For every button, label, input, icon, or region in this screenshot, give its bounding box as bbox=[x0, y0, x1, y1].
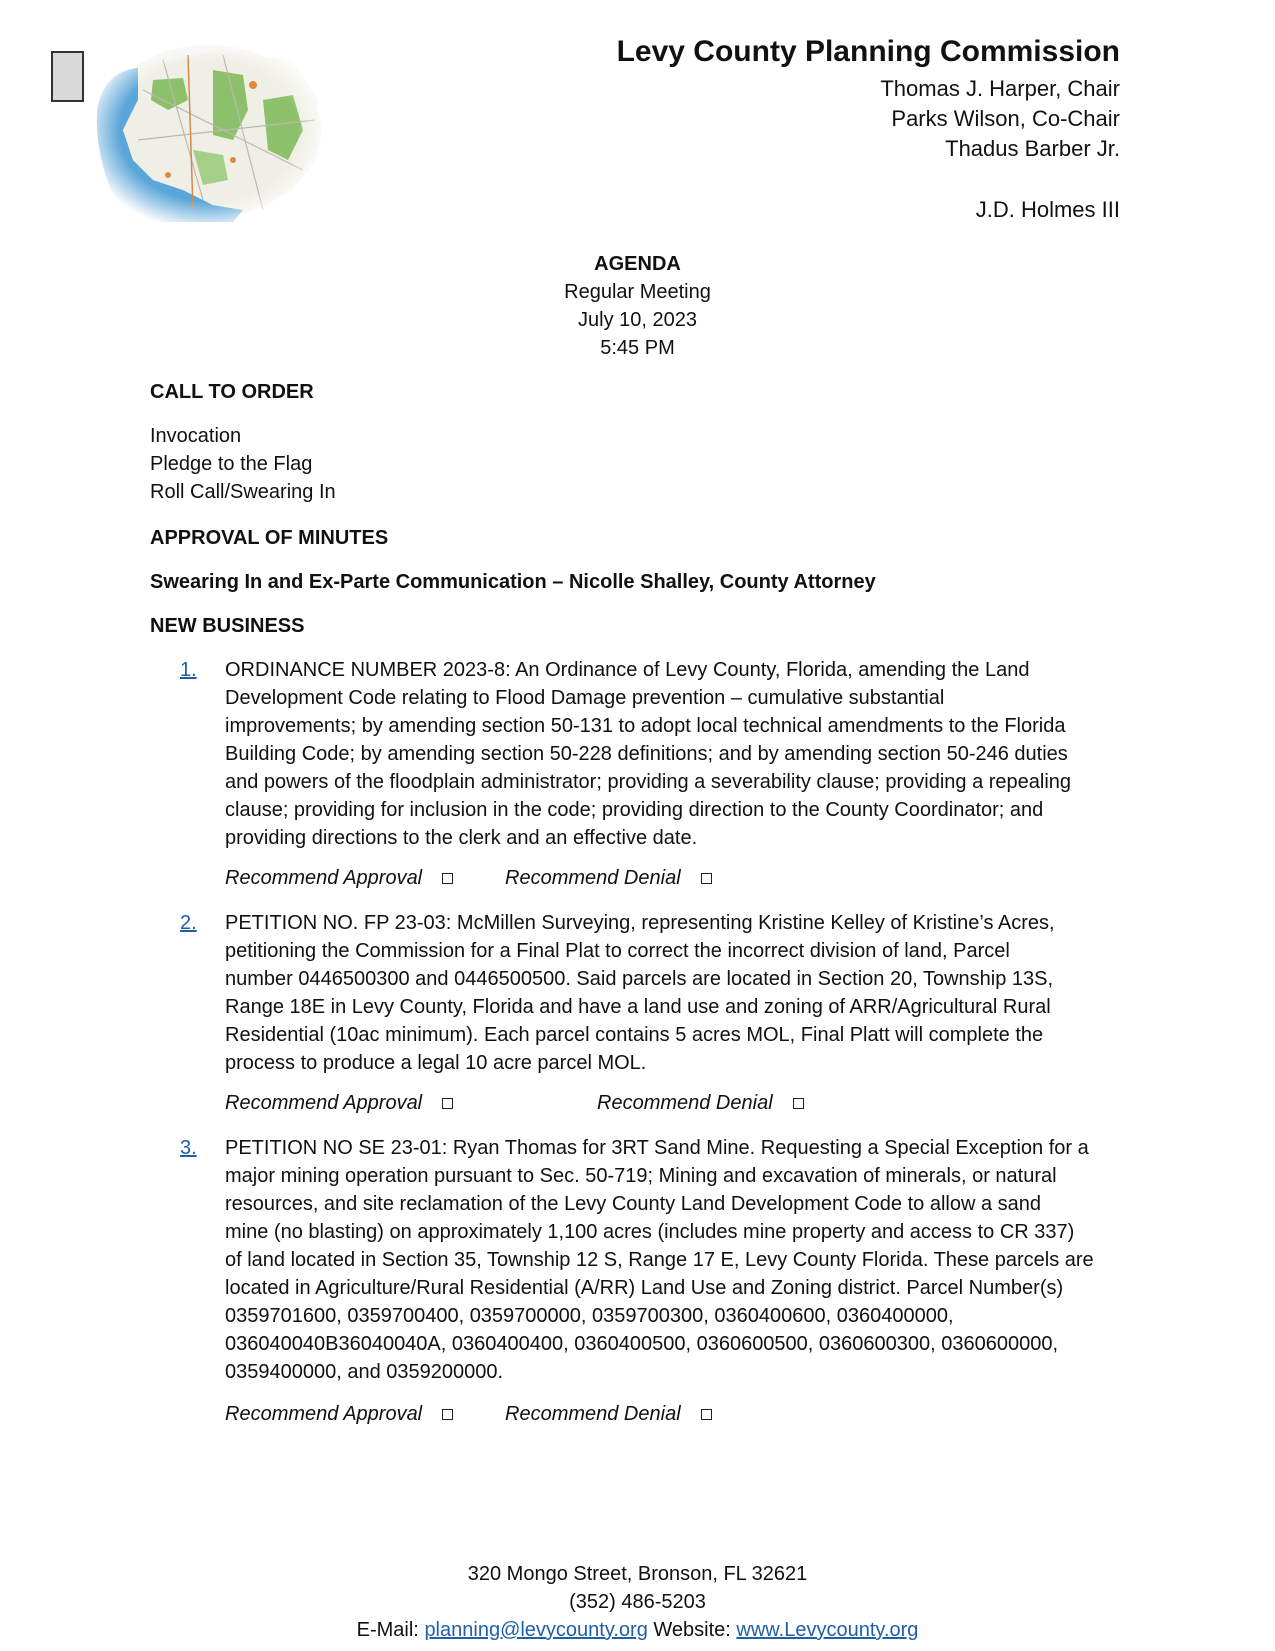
org-title: Levy County Planning Commission bbox=[616, 35, 1120, 68]
recommend-denial-label: Recommend Denial bbox=[505, 867, 681, 889]
item-text-line: Residential (10ac minimum). Each parcel contains 5 acres MOL, Final Platt will complete the bbox=[225, 1024, 1044, 1046]
recommendation-row-3 bbox=[225, 1400, 681, 1428]
meeting-time: 5:45 PM bbox=[600, 337, 675, 359]
item-number-link[interactable]: 2. bbox=[180, 912, 197, 934]
commission-header bbox=[617, 30, 1120, 225]
recommend-approval-label: Recommend Approval bbox=[225, 1092, 423, 1114]
recommendation-row-2 bbox=[225, 1089, 773, 1117]
member-chair: Thomas J. Harper, Chair bbox=[880, 76, 1120, 101]
member-co-chair: Parks Wilson, Co-Chair bbox=[891, 106, 1120, 131]
item-text-line: PETITION NO. FP 23-03: McMillen Surveying, representing Kristine Kelley of Kristine’s Acres, bbox=[225, 912, 1055, 934]
item-text-line: PETITION NO SE 23-01: Ryan Thomas for 3RT Sand Mine. Requesting a Special Exception for a bbox=[225, 1137, 1089, 1159]
call-to-order-section bbox=[150, 378, 1140, 406]
website-label: Website: bbox=[653, 1619, 731, 1641]
recommend-approval-checkbox[interactable] bbox=[442, 1098, 453, 1109]
item-text-line: providing directions to the clerk and an effective date. bbox=[225, 827, 698, 849]
item-text-line: clause; providing for inclusion in the code; providing direction to the County Coordinator; and bbox=[225, 799, 1044, 821]
item-text-line: petitioning the Commission for a Final Plat to correct the incorrect division of land, Parcel bbox=[225, 940, 1010, 962]
website-link[interactable]: www.Levycounty.org bbox=[736, 1619, 919, 1641]
opening-item: Pledge to the Flag bbox=[150, 453, 313, 475]
item-text-line: 036040040B36040040A, 0360400400, 0360400500, 0360600500, 0360600300, 0360600000, bbox=[225, 1333, 1059, 1355]
item-text-line: resources, and site reclamation of the Levy County Land Development Code to allow a sand bbox=[225, 1193, 1042, 1215]
item-number-link[interactable]: 1. bbox=[180, 659, 197, 681]
county-map-logo bbox=[93, 40, 325, 222]
recommend-approval-label: Recommend Approval bbox=[225, 867, 423, 889]
recommend-approval-checkbox[interactable] bbox=[442, 873, 453, 884]
meeting-date: July 10, 2023 bbox=[578, 309, 697, 331]
item-description bbox=[225, 909, 1225, 1077]
swearing-in-heading: Swearing In and Ex-Parte Communication – Nicolle Shalley, County Attorney bbox=[150, 571, 876, 593]
recommend-denial-label: Recommend Denial bbox=[597, 1092, 773, 1114]
item-text-line: Range 18E in Levy County, Florida and have a land use and zoning of ARR/Agricultural Rural bbox=[225, 996, 1051, 1018]
item-text-line: improvements; by amending section 50-131 to adopt local technical amendments to the Florida bbox=[225, 715, 1066, 737]
item-text-line: and powers of the floodplain administrator; providing a severability clause; providing a repealing bbox=[225, 771, 1072, 793]
opening-items bbox=[150, 422, 1140, 506]
item-text-line: mine (no blasting) on approximately 1,100 acres (includes mine property and access to CR 337) bbox=[225, 1221, 1075, 1243]
item-text-line: Development Code relating to Flood Damage prevention – cumulative substantial bbox=[225, 687, 945, 709]
new-business-heading: NEW BUSINESS bbox=[150, 615, 305, 637]
agenda-heading bbox=[0, 250, 1275, 362]
recommend-approval-checkbox[interactable] bbox=[442, 1409, 453, 1420]
email-link[interactable]: planning@levycounty.org bbox=[424, 1619, 648, 1641]
item-text-line: located in Agriculture/Rural Residential (A/RR) Land Use and Zoning district. Parcel Number(s) bbox=[225, 1277, 1064, 1299]
recommend-denial-label: Recommend Denial bbox=[505, 1403, 681, 1425]
agenda-title: AGENDA bbox=[594, 253, 681, 275]
recommend-approval-label: Recommend Approval bbox=[225, 1403, 423, 1425]
approval-of-minutes-heading: APPROVAL OF MINUTES bbox=[150, 527, 389, 549]
member: J.D. Holmes III bbox=[975, 197, 1120, 222]
swearing-in-section bbox=[150, 568, 1140, 596]
footer-phone: (352) 486-5203 bbox=[569, 1591, 706, 1613]
recommend-denial-checkbox[interactable] bbox=[793, 1098, 804, 1109]
item-text-line: 0359400000, and 0359200000. bbox=[225, 1361, 504, 1383]
item-text-line: Building Code; by amending section 50-228 definitions; and by amending section 50-246 duties bbox=[225, 743, 1068, 765]
email-label: E-Mail: bbox=[356, 1619, 419, 1641]
recommend-denial-checkbox[interactable] bbox=[701, 873, 712, 884]
recommend-denial-checkbox[interactable] bbox=[701, 1409, 712, 1420]
form-field-box[interactable] bbox=[51, 51, 84, 102]
item-text-line: process to produce a legal 10 acre parcel MOL. bbox=[225, 1052, 647, 1074]
item-text-line: number 0446500300 and 0446500500. Said parcels are located in Section 20, Township 13S, bbox=[225, 968, 1054, 990]
footer-address: 320 Mongo Street, Bronson, FL 32621 bbox=[467, 1563, 808, 1585]
opening-item: Roll Call/Swearing In bbox=[150, 481, 336, 503]
footer bbox=[0, 1560, 1275, 1644]
approval-of-minutes-section bbox=[150, 524, 1140, 552]
footer-contact bbox=[0, 1616, 1275, 1644]
item-description bbox=[225, 656, 1225, 852]
meeting-type: Regular Meeting bbox=[564, 281, 711, 303]
item-text-line: 0359701600, 0359700400, 0359700000, 0359700300, 0360400600, 0360400000, bbox=[225, 1305, 954, 1327]
item-number-link[interactable]: 3. bbox=[180, 1137, 197, 1159]
member: Thadus Barber Jr. bbox=[945, 136, 1120, 161]
item-text-line: of land located in Section 35, Township 12 S, Range 17 E, Levy County Florida. These parcels are bbox=[225, 1249, 1094, 1271]
call-to-order-heading: CALL TO ORDER bbox=[150, 381, 314, 403]
item-text-line: ORDINANCE NUMBER 2023-8: An Ordinance of Levy County, Florida, amending the Land bbox=[225, 659, 1030, 681]
item-text-line: major mining operation pursuant to Sec. 50-719; Mining and excavation of minerals, or natural bbox=[225, 1165, 1057, 1187]
recommendation-row-1 bbox=[225, 864, 681, 892]
item-description bbox=[225, 1134, 1225, 1386]
opening-item: Invocation bbox=[150, 425, 242, 447]
new-business-section bbox=[150, 612, 1140, 640]
